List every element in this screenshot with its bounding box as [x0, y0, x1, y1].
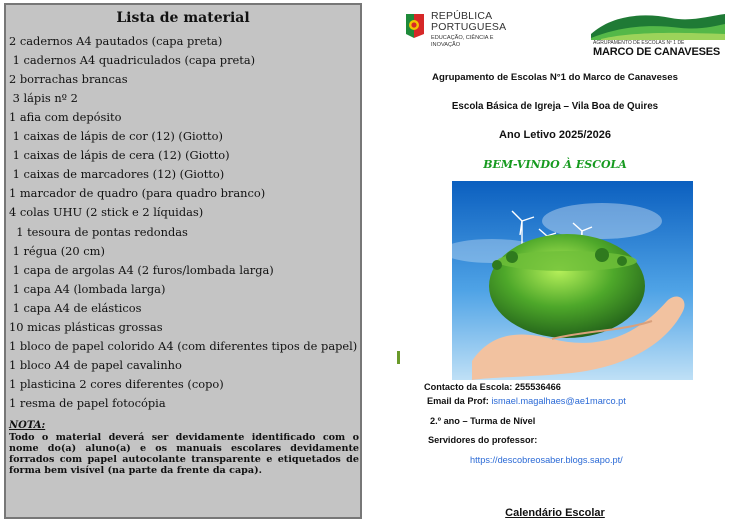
agrupamento-logo [591, 12, 725, 57]
material-list-title: Lista de material [116, 10, 250, 26]
material-item: 1 resma de papel fotocópia [9, 395, 166, 410]
material-item: 1 tesoura de pontas redondas [9, 224, 188, 239]
material-item: 1 bloco A4 de papel cavalinho [9, 357, 182, 372]
servidores-link[interactable]: https://descobreosaber.blogs.sapo.pt/ [470, 455, 623, 465]
calendario-heading: Calendário Escolar [505, 507, 605, 519]
material-item: 1 capa de argolas A4 (2 furos/lombada larga) [9, 262, 274, 277]
material-list-panel [4, 3, 362, 519]
green-marker-bar [397, 351, 400, 364]
contacto-value: 255536466 [514, 382, 561, 392]
nota-text: Todo o material deverá ser devidamente identificado com o nome do(a) aluno(a) e os manuais escolares devidamente forrados com papel autocolante transparente e etiquetados de forma bem visível (na parte da frente da capa). [9, 432, 359, 476]
material-item: 1 régua (20 cm) [9, 243, 105, 258]
material-item: 1 bloco de papel colorido A4 (com diferentes tipos de papel) [9, 338, 358, 353]
republica-portuguesa-logo [404, 9, 514, 55]
green-earth-photo [452, 181, 693, 380]
email-link[interactable]: ismael.magalhaes@ae1marco.pt [491, 396, 626, 406]
material-item: 1 plasticina 2 cores diferentes (copo) [9, 376, 224, 391]
material-item: 1 caixas de marcadores (12) (Giotto) [9, 167, 225, 182]
material-item: 4 colas UHU (2 stick e 2 líquidas) [9, 205, 204, 220]
material-item: 1 caixas de lápis de cor (12) (Giotto) [9, 129, 223, 144]
portugal-flag-icon [404, 12, 426, 40]
material-item: 2 borrachas brancas [9, 72, 128, 87]
hand-earth-illustration [452, 181, 693, 380]
escola-heading: Escola Básica de Igreja – Vila Boa de Quires [451, 101, 659, 112]
material-item: 1 capa A4 (lombada larga) [9, 281, 166, 296]
agrupamento-small-text: AGRUPAMENTO DE ESCOLAS Nº 1 DE [593, 40, 685, 46]
turma-line: 2.º ano – Turma de Nível [430, 416, 536, 426]
agrupamento-heading: Agrupamento de Escolas N°1 do Marco de Canaveses [432, 72, 678, 83]
material-item: 1 afia com depósito [9, 110, 122, 125]
material-item: 1 marcador de quadro (para quadro branco) [9, 186, 266, 201]
ano-letivo-heading: Ano Letivo 2025/2026 [499, 129, 611, 141]
material-item: 2 cadernos A4 pautados (capa preta) [9, 34, 223, 48]
agrupamento-big-text: MARCO DE CANAVESES [593, 46, 720, 58]
email-line [427, 396, 626, 406]
hills-icon [591, 12, 725, 40]
contacto-label: Contacto da Escola: [424, 382, 513, 392]
servidores-label: Servidores do professor: [428, 435, 538, 445]
contacto-line [424, 382, 561, 392]
material-item: 10 micas plásticas grossas [9, 319, 163, 334]
nota-label: NOTA: [9, 420, 46, 431]
material-item: 3 lápis nº 2 [9, 91, 78, 106]
republica-subtitle: EDUCAÇÃO, CIÊNCIA E INOVAÇÃO [431, 35, 494, 48]
material-item: 1 caixas de lápis de cera (12) (Giotto) [9, 148, 230, 163]
material-item: 1 cadernos A4 quadriculados (capa preta) [9, 53, 256, 68]
republica-name: REPÚBLICA PORTUGUESA [431, 10, 507, 33]
welcome-heading: BEM-VINDO À ESCOLA [483, 158, 627, 171]
material-item: 1 capa A4 de elásticos [9, 300, 142, 315]
email-label: Email da Prof: [427, 396, 489, 406]
